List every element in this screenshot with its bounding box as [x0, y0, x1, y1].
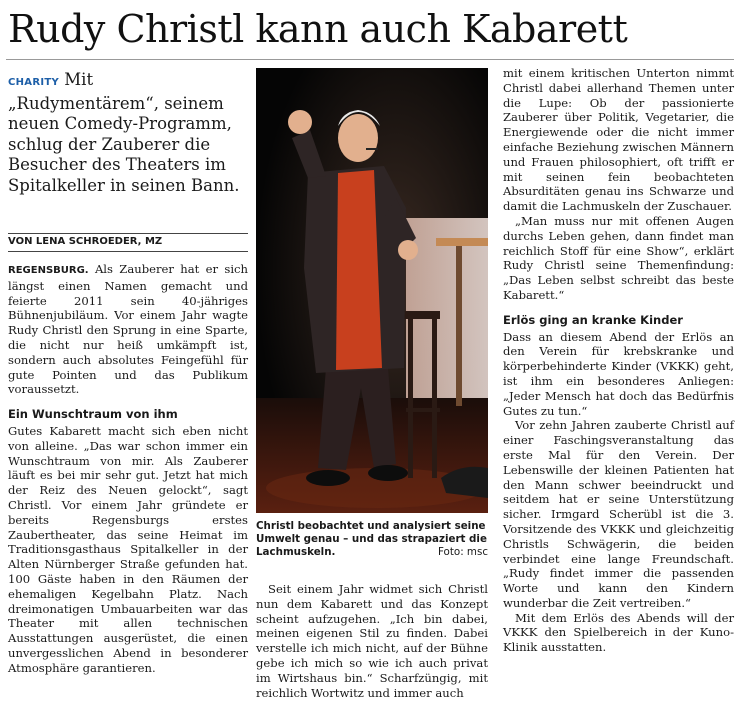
paragraph-text: Als Zauberer hat er sich längst einen Namen gemacht und feierte 2011 sein 40-jähriges Bühnenjubiläum. Vor einem Jahr wagte Rudy Christl den Sprung in eine Sparte, die nicht nur heiß umkämpft ist, sondern auch absolutes Feingefühl für gute Pointen und das Publikum voraussetzt. — [8, 262, 249, 397]
paragraph: „Man muss nur mit offenen Augen durchs Leben gehen, dann findet man reichlich Stoff für eine Show“, erklärt Rudy Christl seine Themenfindung: „Das Leben selbst schreibt das beste Kabarett.“ — [503, 213, 734, 302]
paragraph: Gutes Kabarett macht sich eben nicht von alleine. „Das war schon immer ein Wunschtraum von mir. Als Zauberer läuft es bei mir sehr gut. Jetzt hat mich der Reiz des Neuen gelockt“, sagt Christl. Vor einem Jahr gründete er bereits Regensburgs erstes Zaubertheater, das seine Heimat im Traditionsgasthaus Spitalkeller in der Alten Nürnberger Straße gefunden hat. 100 Gäste haben in den Räumen der ehemaligen Kegelbahn Platz. Nach dreimonatigen Umbauarbeiten war das Theater mit allen technischen Ausstattungen ausgerüstet, die einen unvergesslichen Abend in besonderer Atmosphäre garantieren. — [8, 423, 248, 675]
photo-caption — [256, 520, 488, 559]
lead-text: Mit „Rudymentärem“, seinem neuen Comedy-Programm, schlug der Zauberer die Besucher des Theaters im Spitalkeller in seinen Bann. — [8, 70, 240, 195]
stage-photo-illustration — [256, 68, 488, 513]
paragraph: Vor zehn Jahren zauberte Christl auf einer Faschingsveranstaltung das erste Mal für den Verein. Der Lebenswille der kleinen Patienten hat den Mann schwer beeindruckt und seitdem hat er seine Unterstützung sicher. Irmgard Scherübl ist die 3. Vorsitzende des VKKK und gleichzeitig Christls Schwägerin, die beiden verbindet eine lange Freundschaft. „Rudy findet immer die passenden Worte und kann den Kindern wunderbar die Zeit vertreiben.“ — [503, 418, 734, 610]
headline-rule — [6, 59, 734, 60]
category-tag: CHARITY — [8, 77, 60, 88]
paragraph — [8, 262, 248, 397]
byline: VON LENA SCHROEDER, MZ — [8, 233, 248, 247]
headline: Rudy Christl kann auch Kabarett — [8, 7, 628, 51]
subheading: Erlös ging an kranke Kinder — [503, 312, 683, 327]
paragraph: Mit dem Erlös des Abends will der VKKK den Spielbereich in der Kuno-Klinik ausstatten. — [503, 610, 734, 655]
caption-text: Christl beobachtet und analysiert seine Umwelt genau – und das strapaziert die Lachmuskeln. — [256, 520, 487, 558]
column-2 — [256, 582, 488, 700]
byline-rule — [8, 251, 248, 252]
article-photo — [256, 68, 488, 513]
photo-credit: Foto: msc — [438, 546, 488, 558]
subheading: Ein Wunschtraum von ihm — [8, 407, 178, 422]
paragraph: Seit einem Jahr widmet sich Christl nun dem Kabarett und das Konzept scheint aufzugehen. „Ich bin dabei, meinen eigenen Stil zu finden. Dabei verstelle ich mich nicht, auf der Bühne gebe ich mich so wie ich auch privat im Wirtshaus bin.“ Scharfzüngig, mit reichlich Wortwitz und immer auch — [256, 582, 488, 700]
column-1 — [8, 262, 248, 676]
paragraph: mit einem kritischen Unterton nimmt Christl dabei allerhand Themen unter die Lupe: Ob der passionierte Zauberer über Politik, Vegetarier, die Energiewende oder die nicht immer einfache Beziehung zwischen Männern und Frauen philosophiert, oft trifft er mit seinen fein beobachteten Absurditäten genau ins Schwarze und damit die Lachmuskeln der Zuschauer. — [503, 66, 734, 214]
lead-paragraph — [8, 70, 246, 197]
dateline: REGENSBURG. — [8, 265, 89, 276]
paragraph: Dass an diesem Abend der Erlös an den Verein für krebskranke und körperbehinderte Kinder (VKKK) geht, ist ihm ein besonderes Anliegen: „Jeder Mensch hat doch das Bedürfnis Gutes zu tun.“ — [503, 329, 734, 418]
column-3 — [503, 66, 734, 655]
